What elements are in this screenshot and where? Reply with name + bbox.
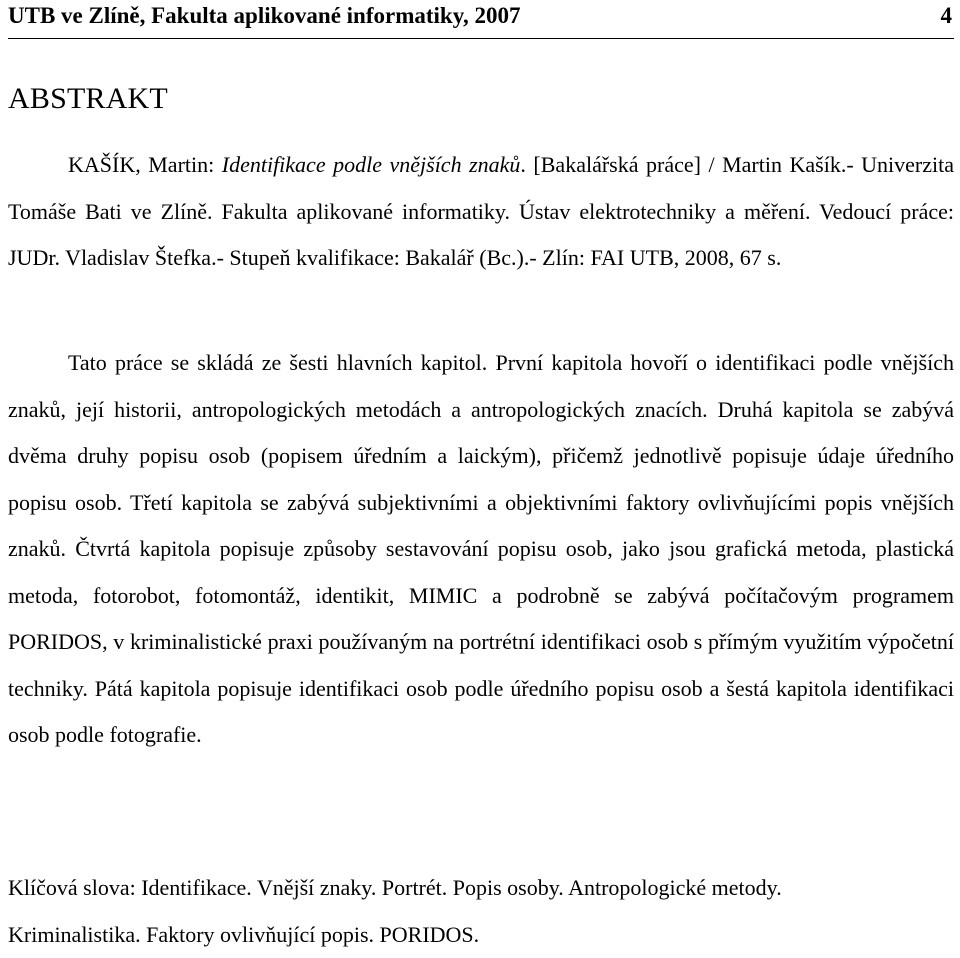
page-header — [8, 0, 954, 39]
citation-author: KAŠÍK, Martin: — [68, 152, 222, 177]
section-heading: ABSTRAKT — [8, 82, 168, 115]
abstract-paragraph: Tato práce se skládá ze šesti hlavních kapitol. První kapitola hovoří o identifikaci podle vnějších znaků, její historii, antropologických metodách a antropologických znacích. Druhá kapitola se zabývá dvěma druhy popisu osob (popisem úředním a laickým), přičemž jednotlivě popisuje údaje úředního popisu osob. Třetí kapitola se zabývá subjektivními a objektivními faktory ovlivňujícími popis vnějších znaků. Čtvrtá kapitola popisuje způsoby sestavování popisu osob, jako jsou grafická metoda, plastická metoda, fotorobot, fotomontáž, identikit, MIMIC a podrobně se zabývá počítačovým programem PORIDOS, v kriminalistické praxi používaným na portrétní identifikaci osob s přímým využitím výpočetní techniky. Pátá kapitola popisuje identifikaci osob podle úředního popisu osob a šestá kapitola identifikaci osob podle fotografie. — [8, 350, 954, 747]
citation-paragraph — [8, 142, 954, 282]
keywords-line-1: Klíčová slova: Identifikace. Vnější znaky. Portrét. Popis osoby. Antropologické metody. — [8, 875, 782, 900]
citation-details: . [Bakalářská práce] / Martin Kašík.- Univerzita Tomáše Bati ve Zlíně. Fakulta aplikované informatiky. Ústav elektrotechniky a měření. Vedoucí práce: JUDr. Vladislav Štefka.- Stupeň kvalifikace: Bakalář (Bc.).- Zlín: FAI UTB, 2008, 67 s. — [8, 152, 954, 270]
keywords-line-2: Kriminalistika. Faktory ovlivňující popis. PORIDOS. — [8, 921, 480, 947]
citation-title: Identifikace podle vnějších znaků — [221, 152, 521, 177]
header-title: UTB ve Zlíně, Fakulta aplikované informatiky, 2007 — [8, 3, 521, 28]
page-number: 4 — [940, 3, 952, 28]
keywords-paragraph — [8, 865, 954, 958]
